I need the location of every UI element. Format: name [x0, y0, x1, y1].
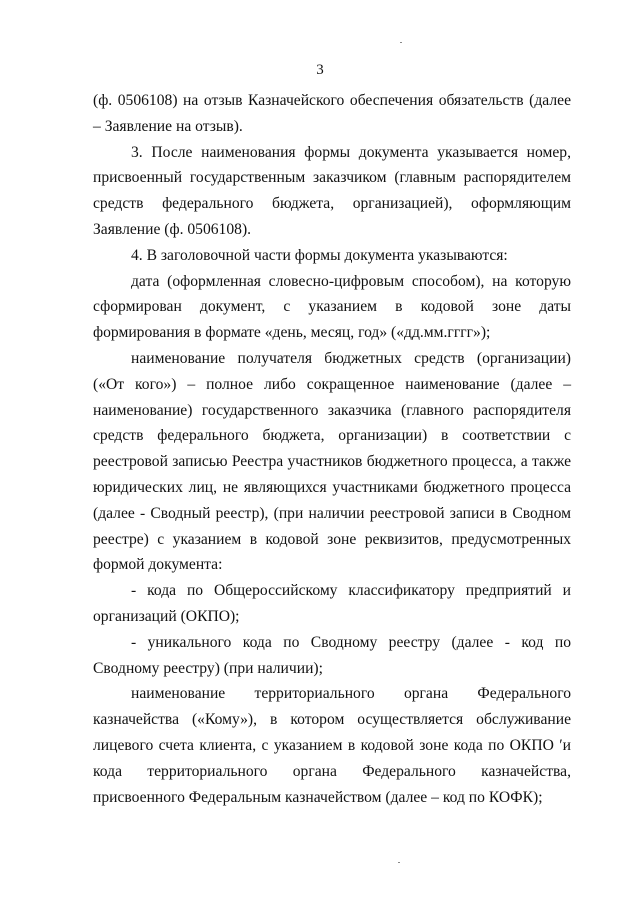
- paragraph-1: (ф. 0506108) на отзыв Казначейского обеспечения обязательств (далее – Заявление на отзыв).: [93, 92, 571, 135]
- paragraph-3: 4. В заголовочной части формы документа указываются:: [131, 246, 508, 264]
- paragraph-5: наименование получателя бюджетных средств (организации) («От кого») – полное либо сокращенное наименование (далее – наименование) государственного заказчика (главного распорядителя средств федерального бюджета, организации) в соответствии с реестровой записью Реестра участников бюджетного процесса, а также юридических лиц, не являющихся участниками бюджетного процесса (далее - Сводный реестр), (при наличии реестровой записи в Сводном реестре) с указанием в кодовой зоне реквизитов, предусмотренных формой документа:: [93, 349, 571, 574]
- document-body: [93, 88, 571, 810]
- paragraph-8: наименование территориального органа Федерального казначейства («Кому»), в котором осуществляется обслуживание лицевого счета клиента, с указанием в кодовой зоне кода по ОКПО ′и кода территориального органа Федерального казначейства, присвоенного Федеральным казначейством (далее – код по КОФК);: [93, 685, 571, 806]
- paragraph-4: дата (оформленная словесно-цифровым способом), на которую сформирован документ, с указанием в кодовой зоне даты формирования в формате «день, месяц, год» («дд.мм.гггг»);: [93, 272, 571, 342]
- scan-speck: [400, 42, 402, 43]
- paragraph-2: 3. После наименования формы документа указывается номер, присвоенный государственным заказчиком (главным распорядителем средств федерального бюджета, организацией), оформляющим Заявление (ф. 0506108).: [93, 143, 571, 238]
- paragraph-6: - кода по Общероссийскому классификатору предприятий и организаций (ОКПО);: [93, 582, 571, 625]
- page-number: 3: [316, 62, 324, 78]
- scan-speck: [398, 862, 400, 863]
- paragraph-7: - уникального кода по Сводному реестру (далее - код по Сводному реестру) (при наличии);: [93, 633, 571, 677]
